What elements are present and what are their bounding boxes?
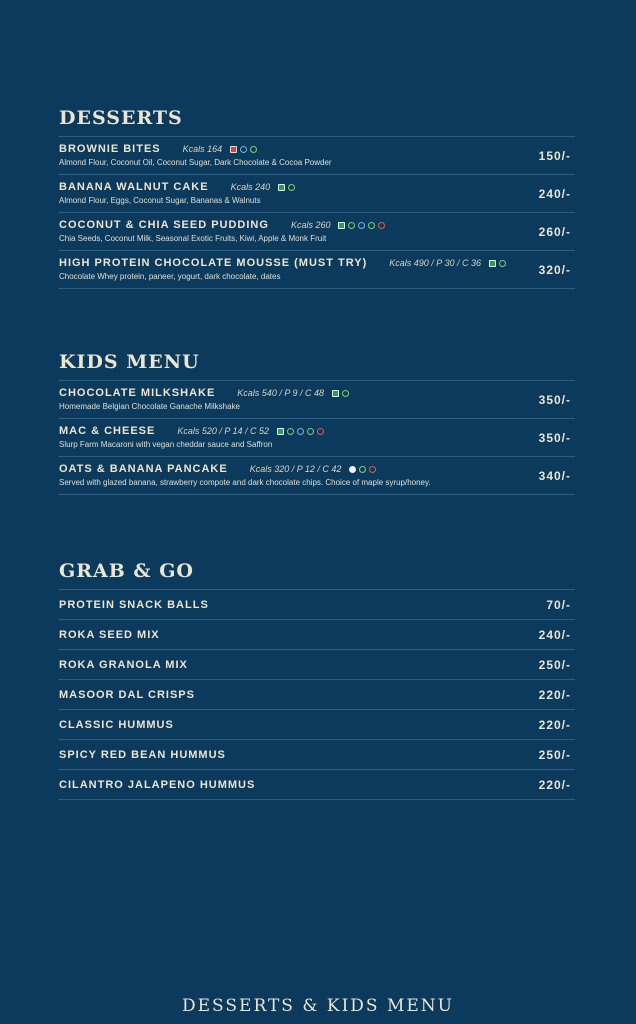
item-kcal: Kcals 520 / P 14 / C 52 (177, 426, 270, 436)
orange-circle-icon (369, 466, 376, 473)
item-price: 340/- (538, 469, 571, 483)
footer-title: DESSERTS & KIDS MENU (182, 996, 454, 1016)
blue-leaf-icon (240, 146, 247, 153)
item-heading (59, 710, 575, 739)
section-title: KIDS MENU (59, 351, 575, 381)
dietary-icons (349, 466, 376, 473)
item-description: Chia Seeds, Coconut Milk, Seasonal Exotic Fruits, Kiwi, Apple & Monk Fruit (59, 234, 327, 243)
menu-item (59, 770, 575, 800)
dietary-icons (278, 184, 295, 191)
green-circle-icon (342, 390, 349, 397)
item-name: COCONUT & CHIA SEED PUDDING (59, 219, 269, 231)
desserts-section (59, 107, 575, 289)
item-name: SPICY RED BEAN HUMMUS (59, 748, 226, 761)
item-price: 260/- (538, 225, 571, 239)
orange-circle-icon (378, 222, 385, 229)
green-circle-icon (368, 222, 375, 229)
item-heading (59, 680, 575, 709)
item-name: CHOCOLATE MILKSHAKE (59, 387, 216, 399)
menu-item (59, 620, 575, 650)
green-circle-icon (348, 222, 355, 229)
item-price: 70/- (546, 598, 571, 612)
kids-menu-section (59, 351, 575, 495)
item-kcal: Kcals 260 (290, 220, 331, 230)
item-heading (59, 387, 575, 399)
kids-list (59, 381, 575, 495)
item-price: 240/- (538, 628, 571, 642)
item-name: OATS & BANANA PANCAKE (59, 463, 228, 475)
green-circle-icon (307, 428, 314, 435)
menu-item (59, 457, 575, 495)
menu-item (59, 650, 575, 680)
menu-item (59, 251, 575, 289)
item-kcal: Kcals 164 (182, 144, 223, 154)
item-price: 320/- (538, 263, 571, 277)
grab-list (59, 590, 575, 800)
item-name: MAC & CHEESE (59, 425, 156, 437)
item-description: Served with glazed banana, strawberry compote and dark chocolate chips. Choice of maple syrup/honey. (59, 478, 431, 487)
item-kcal: Kcals 490 / P 30 / C 36 (389, 258, 481, 268)
green-circle-icon (359, 466, 366, 473)
item-name: CILANTRO JALAPENO HUMMUS (59, 778, 256, 791)
item-description: Almond Flour, Eggs, Coconut Sugar, Bananas & Walnuts (59, 196, 261, 205)
blue-leaf-icon (297, 428, 304, 435)
section-title: GRAB & GO (59, 560, 575, 590)
item-heading (59, 219, 575, 231)
menu-item (59, 419, 575, 457)
red-square-icon (230, 146, 237, 153)
dietary-icons (489, 260, 506, 267)
menu-item (59, 590, 575, 620)
item-kcal: Kcals 240 (230, 182, 271, 192)
green-square-icon (489, 260, 496, 267)
item-heading (59, 181, 575, 193)
section-title: DESSERTS (59, 107, 575, 137)
green-circle-icon (288, 184, 295, 191)
item-kcal: Kcals 320 / P 12 / C 42 (249, 464, 342, 474)
item-name: CLASSIC HUMMUS (59, 718, 174, 731)
desserts-list (59, 137, 575, 289)
item-price: 250/- (538, 748, 571, 762)
dietary-icons (338, 222, 385, 229)
item-description: Homemade Belgian Chocolate Ganache Milkshake (59, 402, 240, 411)
green-square-icon (338, 222, 345, 229)
item-description: Slurp Farm Macaroni with vegan cheddar sauce and Saffron (59, 440, 273, 449)
green-circle-icon (499, 260, 506, 267)
item-name: MASOOR DAL CRISPS (59, 688, 195, 701)
item-name: PROTEIN SNACK BALLS (59, 598, 209, 611)
menu-item (59, 137, 575, 175)
menu-item (59, 710, 575, 740)
item-price: 250/- (538, 658, 571, 672)
item-heading (59, 143, 575, 155)
item-price: 220/- (538, 718, 571, 732)
menu-item (59, 213, 575, 251)
white-egg-icon (349, 466, 356, 473)
menu-item (59, 381, 575, 419)
item-description: Chocolate Whey protein, paneer, yogurt, dark chocolate, dates (59, 272, 281, 281)
blue-leaf-icon (358, 222, 365, 229)
item-price: 220/- (538, 778, 571, 792)
item-price: 150/- (538, 149, 571, 163)
item-name: HIGH PROTEIN CHOCOLATE MOUSSE (MUST TRY) (59, 257, 368, 269)
green-square-icon (278, 184, 285, 191)
menu-item (59, 175, 575, 213)
item-name: BANANA WALNUT CAKE (59, 181, 209, 193)
dietary-icons (277, 428, 324, 435)
green-square-icon (332, 390, 339, 397)
item-heading (59, 620, 575, 649)
item-price: 350/- (538, 393, 571, 407)
green-circle-icon (287, 428, 294, 435)
item-description: Almond Flour, Coconut Oil, Coconut Sugar, Dark Chocolate & Cocoa Powder (59, 158, 332, 167)
dietary-icons (332, 390, 349, 397)
item-kcal: Kcals 540 / P 9 / C 48 (237, 388, 325, 398)
grab-and-go-section (59, 560, 575, 800)
item-price: 240/- (538, 187, 571, 201)
item-heading (59, 650, 575, 679)
green-circle-icon (250, 146, 257, 153)
green-square-icon (277, 428, 284, 435)
menu-item (59, 740, 575, 770)
item-name: ROKA SEED MIX (59, 628, 160, 641)
item-heading (59, 425, 575, 437)
item-price: 350/- (538, 431, 571, 445)
menu-item (59, 680, 575, 710)
dietary-icons (230, 146, 257, 153)
item-heading (59, 770, 575, 799)
item-name: BROWNIE BITES (59, 143, 161, 155)
item-price: 220/- (538, 688, 571, 702)
item-heading (59, 740, 575, 769)
item-heading (59, 590, 575, 619)
item-heading (59, 257, 575, 269)
item-name: ROKA GRANOLA MIX (59, 658, 188, 671)
item-heading (59, 463, 575, 475)
orange-circle-icon (317, 428, 324, 435)
